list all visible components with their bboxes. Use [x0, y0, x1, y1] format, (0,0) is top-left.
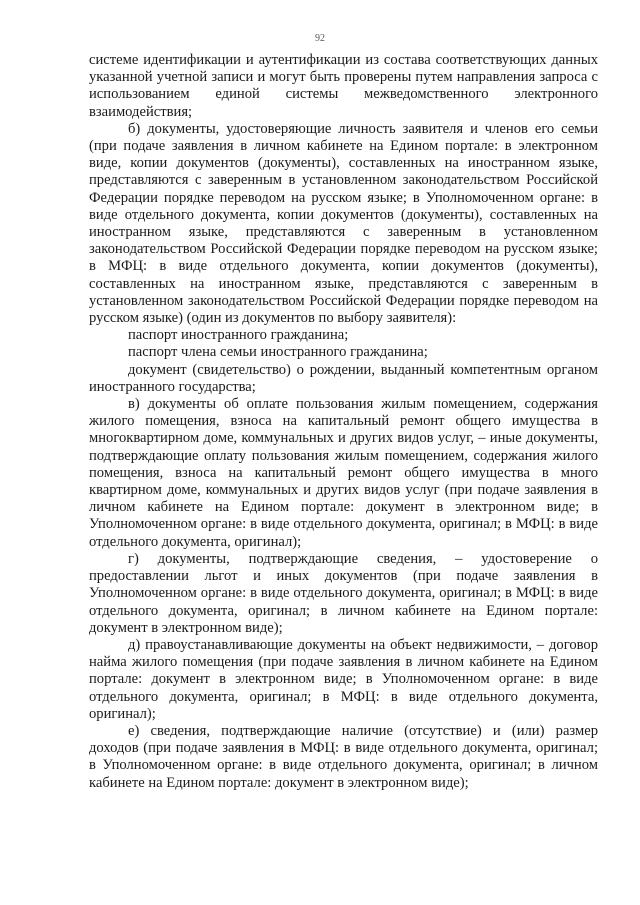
list-item-family-member-passport: паспорт члена семьи иностранного гражданина; — [128, 344, 428, 361]
page-number: 92 — [315, 33, 325, 44]
paragraph-item-v: в) документы об оплате пользования жилым помещением, содержания жилого помещения, взноса на капитальный ремонт общего имущества в многоквартирном доме, коммунальных и других видов услуг, – иные документы, подтверждающие оплату пользования жилым помещением, содержания жилого помещения, взноса на капитальный ремонт общего имущества в много квартирном доме, коммунальных и других видов услуг (при подаче заявления в личном кабинете на Едином портале: документ в электронном виде; в Уполномоченном органе: в виде отдельного документа, оригинал; в МФЦ: в виде отдельного документа, оригинал); — [89, 396, 598, 550]
paragraph-item-b: б) документы, удостоверяющие личность заявителя и членов его семьи (при подаче заявления в личном кабинете на Едином портале: в электронном виде, копии документов (документы), составленных на иностранном языке, представляются с заверенным в установленном законодательством Российской Федерации порядке переводом на русском языке; в Уполномоченном органе: в виде отдельного документа, копии документов (документы), составленных на иностранном языке, представляются с заверенным в установленном законодательством Российской Федерации порядке переводом на русском языке; в МФЦ: в виде отдельного документа, копии документов (документы), составленных на иностранном языке, представляются с заверенным в установленном законодательством Российской Федерации порядке переводом на русском языке) (один из документов по выбору заявителя): — [89, 120, 598, 327]
list-item-foreign-passport: паспорт иностранного гражданина; — [128, 327, 349, 344]
list-item-birth-certificate: документ (свидетельство) о рождении, выданный компетентным органом иностранного государства; — [89, 361, 598, 395]
paragraph-item-d: д) правоустанавливающие документы на объект недвижимости, – договор найма жилого помещения (при подаче заявления в личном кабинете на Едином портале: документ в электронном виде; в Уполномоченном органе: в виде отдельного документа, оригинал; в МФЦ: в виде отдельного документа, оригинал); — [89, 636, 598, 722]
document-body — [89, 52, 598, 792]
paragraph-continuation: системе идентификации и аутентификации из состава соответствующих данных указанной учетной записи и могут быть проверены путем направления запроса с использованием единой системы межведомственного электронного взаимодействия; — [89, 52, 598, 120]
paragraph-item-e: е) сведения, подтверждающие наличие (отсутствие) и (или) размер доходов (при подаче заявления в МФЦ: в виде отдельного документа, оригинал; в Уполномоченном органе: в виде отдельного документа, оригинал; в личном кабинете на Едином портале: документ в электронном виде); — [89, 722, 598, 791]
paragraph-item-g: г) документы, подтверждающие сведения, – удостоверение о предоставлении льгот и иных документов (при подаче заявления в Уполномоченном органе: в виде отдельного документа, оригинал; в МФЦ: в виде отдельного документа, оригинал; в личном кабинете на Едином портале: документ в электронном виде); — [89, 550, 598, 636]
